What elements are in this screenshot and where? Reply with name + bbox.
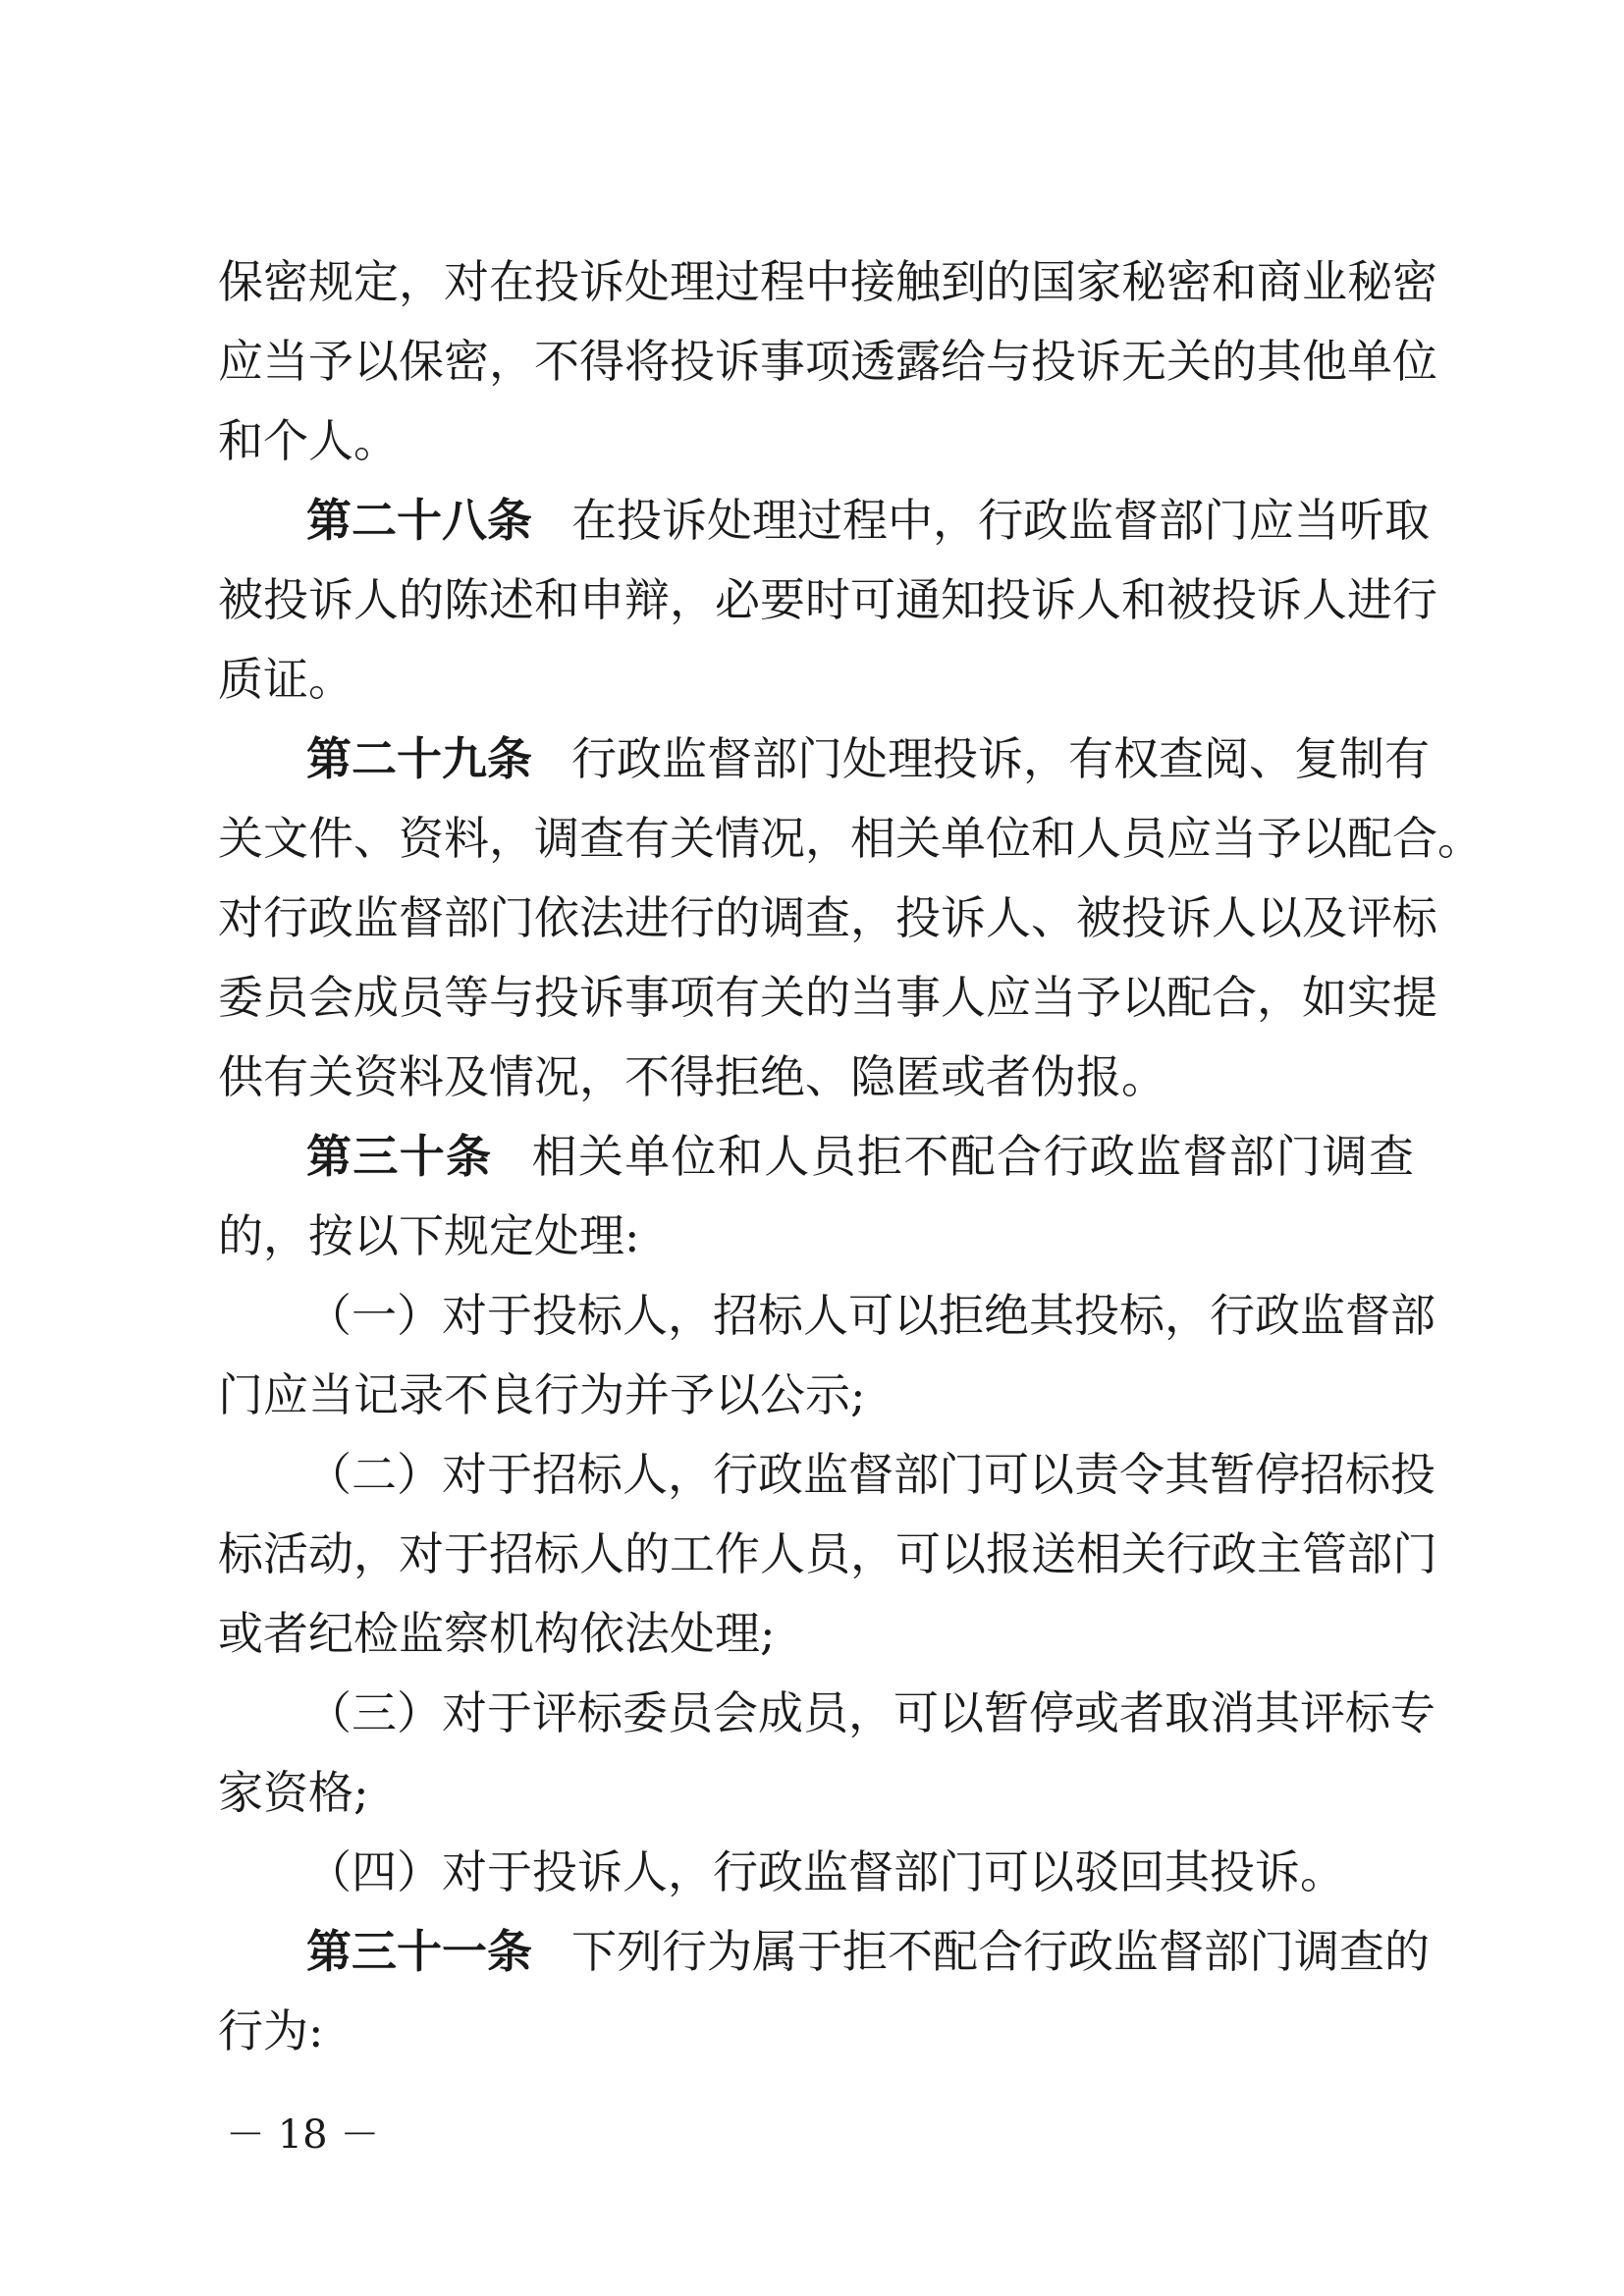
line-text: （四）对于投诉人，行政监督部门可以驳回其投诉。 [306, 1845, 1345, 1898]
article-heading: 第三十条 [306, 1130, 493, 1183]
line-text: 关文件、资料，调查有关情况，相关单位和人员应当予以配合。 [218, 812, 1483, 865]
article-28-line [306, 491, 1430, 550]
text-line [218, 809, 1483, 868]
article-30-line [306, 1127, 1414, 1186]
list-item-line [306, 1683, 1435, 1742]
line-text: 相关单位和人员拒不配合行政监督部门调查 [531, 1130, 1415, 1183]
line-text: 标活动，对于招标人的工作人员，可以报送相关行政主管部门 [218, 1527, 1437, 1580]
article-29-line [306, 729, 1430, 788]
text-line [218, 968, 1437, 1027]
line-text: 行为: [218, 2004, 324, 2057]
text-line [218, 1206, 1414, 1265]
list-item-line [306, 1445, 1435, 1504]
text-line [218, 332, 1437, 391]
list-item-line [306, 1286, 1435, 1345]
line-text: 行政监督部门处理投诉，有权查阅、复制有 [571, 732, 1430, 785]
line-text: 保密规定，对在投诉处理过程中接触到的国家秘密和商业秘密 [218, 255, 1437, 308]
line-text: 在投诉处理过程中，行政监督部门应当听取 [571, 494, 1430, 547]
article-31-line [306, 1922, 1430, 1981]
line-text: 或者纪检监察机构依法处理; [218, 1607, 776, 1660]
line-text: 供有关资料及情况，不得拒绝、隐匿或者伪报。 [218, 1050, 1166, 1103]
text-line [218, 2002, 1414, 2060]
line-text: 对行政监督部门依法进行的调查，投诉人、被投诉人以及评标 [218, 891, 1437, 944]
text-line [218, 1047, 1414, 1106]
page-number: － 18 － [226, 2112, 380, 2158]
text-line [218, 1604, 1414, 1663]
text-line [218, 570, 1437, 629]
line-text: （三）对于评标委员会成员，可以暂停或者取消其评标专 [306, 1686, 1435, 1739]
article-heading: 第二十九条 [306, 732, 532, 785]
article-heading: 第二十八条 [306, 494, 532, 547]
text-line [218, 650, 1414, 709]
line-text: 家资格; [218, 1766, 369, 1819]
line-text: （二）对于招标人，行政监督部门可以责令其暂停招标投 [306, 1448, 1435, 1501]
list-item-line [306, 1842, 1414, 1901]
article-heading: 第三十一条 [306, 1925, 532, 1978]
line-text: 门应当记录不良行为并予以公示; [218, 1368, 866, 1421]
text-line [218, 1763, 1414, 1822]
text-line [218, 411, 1414, 470]
line-text: 质证。 [218, 653, 353, 706]
text-line [218, 1365, 1414, 1424]
line-text: 被投诉人的陈述和申辩，必要时可通知投诉人和被投诉人进行 [218, 573, 1437, 626]
line-text: （一）对于投标人，招标人可以拒绝其投标，行政监督部 [306, 1289, 1435, 1342]
line-text: 应当予以保密，不得将投诉事项透露给与投诉无关的其他单位 [218, 335, 1437, 388]
line-text: 下列行为属于拒不配合行政监督部门调查的 [571, 1925, 1430, 1978]
line-text: 和个人。 [218, 414, 399, 467]
line-text: 的，按以下规定处理: [218, 1209, 640, 1262]
text-line [218, 888, 1437, 947]
text-line [218, 252, 1437, 311]
line-text: 委员会成员等与投诉事项有关的当事人应当予以配合，如实提 [218, 971, 1437, 1024]
text-line [218, 1524, 1437, 1583]
